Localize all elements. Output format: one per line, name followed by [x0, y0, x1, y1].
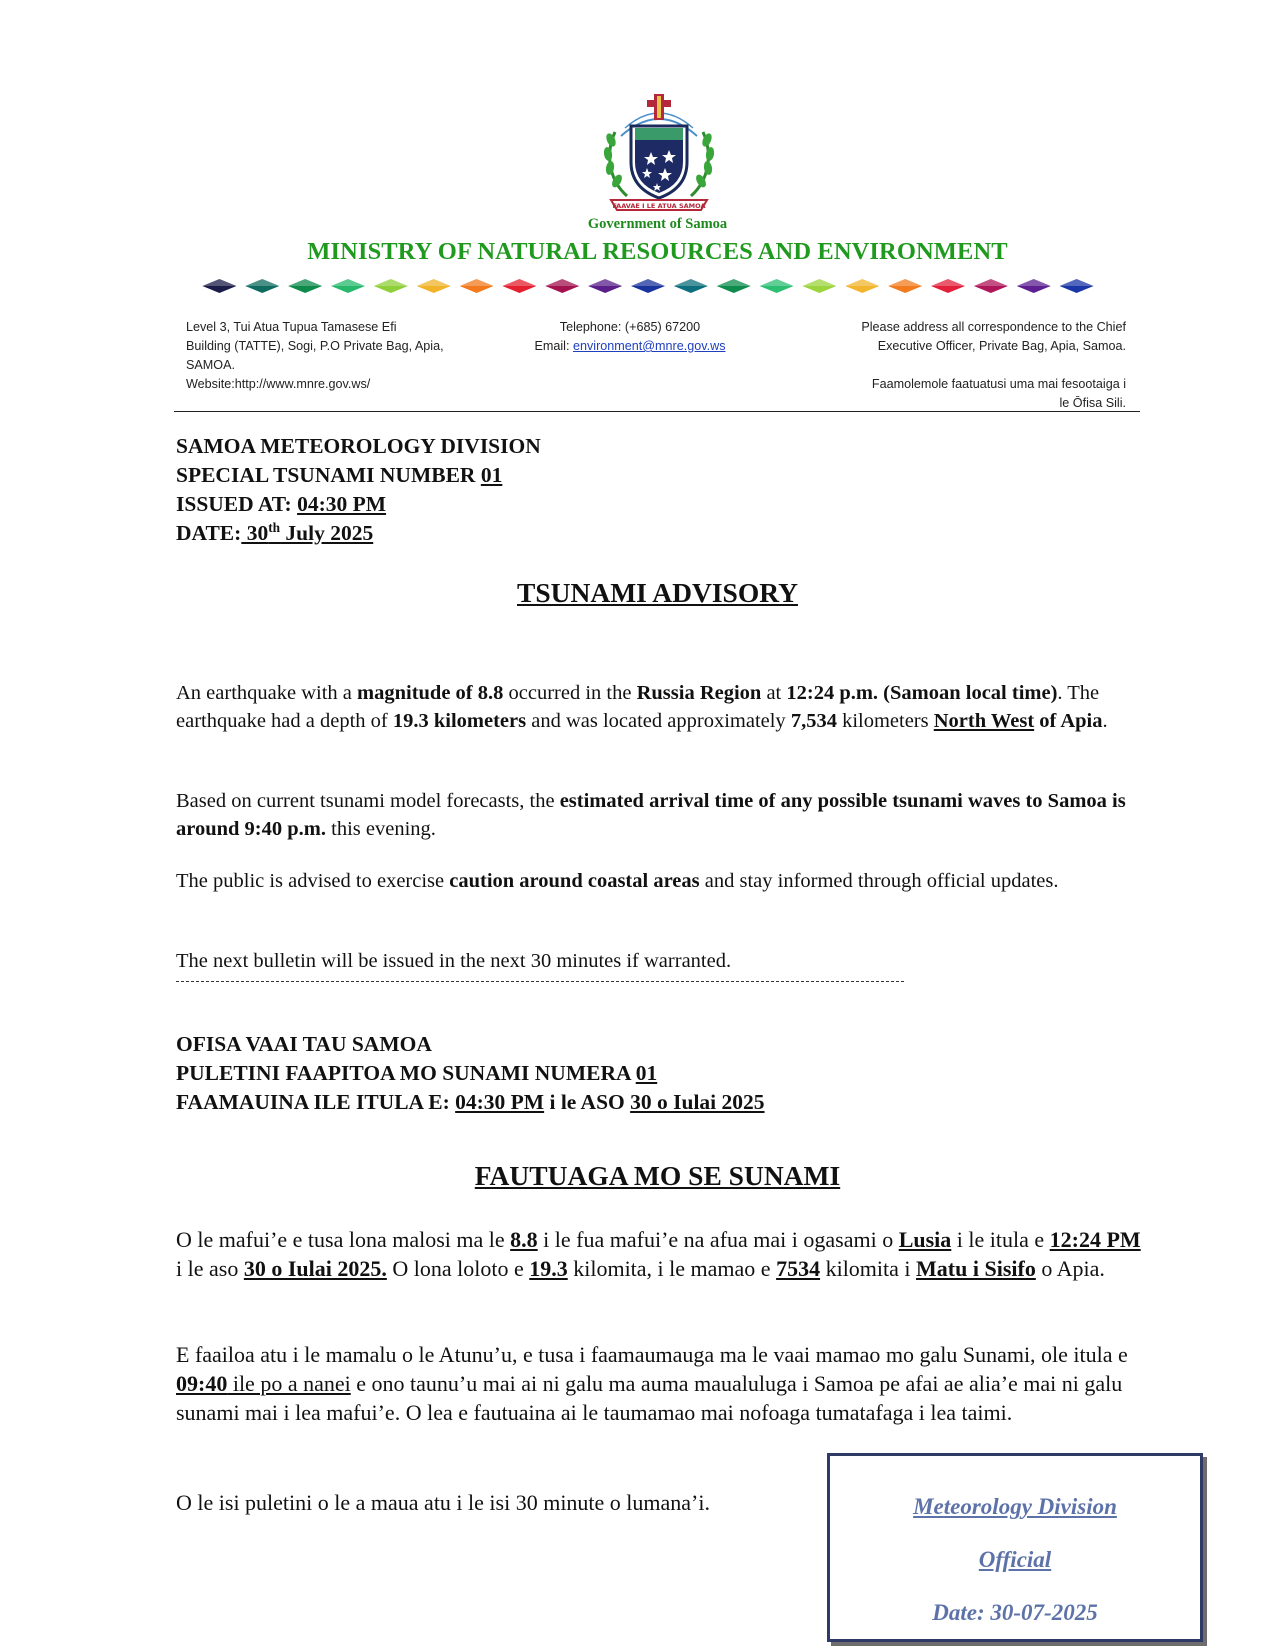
- stamp-date: Date: 30-07-2025: [932, 1600, 1098, 1625]
- diamond-highlight: [845, 279, 879, 286]
- section-divider: [176, 981, 904, 982]
- special-number-line: SPECIAL TSUNAMI NUMBER 01: [176, 463, 503, 487]
- diamond-highlight: [417, 279, 451, 286]
- diamond-highlight: [802, 279, 836, 286]
- paragraph-arrival-sm: E faailoa atu i le mamalu o le Atunu’u, e tusa i faamaumauga ma le vaai mamao mo galu Sunami, ole itula e 09:40 ile po a nanei e ono taunu’u mai ai ni galu ma auma maualuluga i Samoa pe afai ae alia’e mai ni galu sunami mai i lea mafui’e. O lea e fautuaina ai le taumamao mai nofoaga tumatafaga i lea taimi.: [176, 1342, 1128, 1425]
- special-number: 01: [480, 463, 503, 487]
- diamond-highlight: [674, 279, 708, 286]
- telephone: Telephone: (+685) 67200: [559, 320, 701, 334]
- header-rule: [174, 411, 1140, 412]
- bulletin-header-sm: [176, 1030, 765, 1117]
- special-number: 01: [635, 1061, 658, 1085]
- division-name: OFISA VAAI TAU SAMOA: [176, 1032, 432, 1056]
- website-line: Website:http://www.mnre.gov.ws/: [186, 377, 371, 391]
- diamond-highlight: [1017, 279, 1051, 286]
- issue-date: 30th July 2025: [241, 519, 374, 545]
- diamond-highlight: [245, 279, 279, 286]
- government-label: Government of Samoa: [587, 216, 728, 232]
- diamond-highlight: [717, 279, 751, 286]
- diamond-highlight: [888, 279, 922, 286]
- diamond-highlight: [545, 279, 579, 286]
- bulletin-header-en: [176, 432, 541, 548]
- email-line: [510, 337, 750, 356]
- issue-date: 30 o Iulai 2025: [630, 1090, 765, 1114]
- contact-block: [510, 318, 750, 356]
- issued-line: FAAMAUINA ILE ITULA E: 04:30 PM i le ASO 30 o Iulai 2025: [176, 1090, 765, 1114]
- paragraph-earthquake-sm: O le mafui’e e tusa lona malosi ma le 8.8 i le fua mafui’e na afua mai i ogasami o Lusia i le itula e 12:24 PM i le aso 30 o Iulai 2025. O lona loloto e 19.3 kilomita, i le mamao e 7534 kilomita i Matu i Sisifo o Apia.: [176, 1227, 1141, 1281]
- issued-time: 04:30 PM: [297, 492, 387, 516]
- diamond-highlight: [931, 279, 965, 286]
- diamond-highlight: [1060, 279, 1094, 286]
- diamond-highlight: [288, 279, 322, 286]
- ministry-address: [186, 318, 496, 394]
- paragraph-next-bulletin-sm: O le isi puletini o le a maua atu i le isi 30 minute o lumana’i.: [176, 1490, 710, 1515]
- diamond-highlight: [974, 279, 1008, 286]
- stamp-division: Meteorology Division: [913, 1494, 1117, 1519]
- decorative-diamond-row: [198, 275, 1098, 297]
- advisory-title: TSUNAMI ADVISORY: [517, 577, 798, 608]
- division-name: SAMOA METEOROLOGY DIVISION: [176, 434, 541, 458]
- crest-motto: FAAVAE I LE ATUA SAMOA: [612, 202, 706, 210]
- official-stamp-box: [827, 1453, 1203, 1642]
- address-line: Level 3, Tui Atua Tupua Tamasese Efi: [186, 320, 397, 334]
- correspondence-note: [806, 318, 1126, 413]
- diamond-highlight: [588, 279, 622, 286]
- address-line: SAMOA.: [186, 358, 235, 372]
- email-link[interactable]: environment@mnre.gov.ws: [572, 339, 726, 353]
- correspondence-line: Executive Officer, Private Bag, Apia, Samoa.: [877, 339, 1126, 353]
- samoa-coat-of-arms-icon: [597, 92, 721, 216]
- diamond-highlight: [331, 279, 365, 286]
- address-line: Building (TATTE), Sogi, P.O Private Bag, Apia,: [186, 339, 444, 353]
- correspondence-line: Please address all correspondence to the Chief: [861, 320, 1126, 334]
- date-line: DATE: 30th July 2025: [176, 519, 374, 545]
- diamond-highlight: [202, 279, 236, 286]
- paragraph-next-bulletin: The next bulletin will be issued in the next 30 minutes if warranted.: [176, 950, 732, 972]
- issued-time: 04:30 PM: [455, 1090, 545, 1114]
- advisory-title-sm: FAUTUAGA MO SE SUNAMI: [474, 1160, 841, 1191]
- paragraph-earthquake: An earthquake with a magnitude of 8.8 occurred in the Russia Region at 12:24 p.m. (Samoan local time). The earthquake had a depth of 19.3 kilometers and was located approximately 7,534 kilometers North West of Apia.: [176, 682, 1108, 732]
- diamond-highlight: [460, 279, 494, 286]
- diamond-highlight: [760, 279, 794, 286]
- diamond-highlight: [374, 279, 408, 286]
- special-number-line: PULETINI FAAPITOA MO SUNAMI NUMERA 01: [176, 1061, 658, 1085]
- correspondence-line: le Ōfisa Sili.: [1059, 396, 1126, 410]
- correspondence-line: Faamolemole faatuatusi uma mai fesootaiga i: [871, 377, 1126, 391]
- issued-line: ISSUED AT: 04:30 PM: [176, 492, 387, 516]
- diamond-highlight: [502, 279, 536, 286]
- paragraph-caution: The public is advised to exercise caution around coastal areas and stay informed through official updates.: [176, 870, 1059, 892]
- diamond-highlight: [631, 279, 665, 286]
- email-label: Email:: [534, 339, 573, 353]
- paragraph-arrival: Based on current tsunami model forecasts, the estimated arrival time of any possible tsunami waves to Samoa is around 9:40 p.m. this evening.: [176, 790, 1126, 840]
- stamp-official: Official: [978, 1547, 1052, 1572]
- ministry-title: MINISTRY OF NATURAL RESOURCES AND ENVIRONMENT: [307, 238, 1008, 265]
